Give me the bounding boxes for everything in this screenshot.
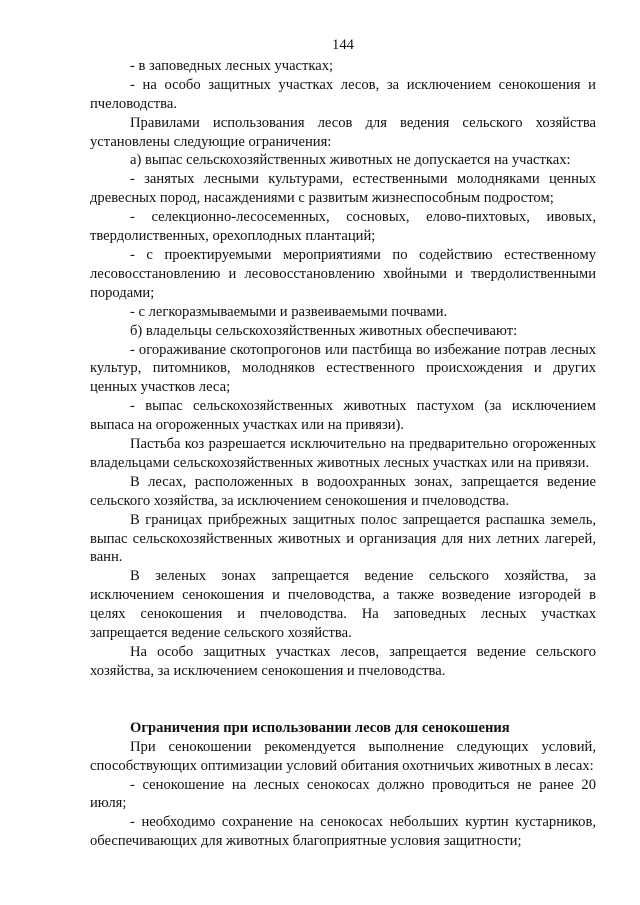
paragraph: - огораживание скотопрогонов или пастбища во избежание потрав лесных культур, питомников, молодняков естественного происхождения и других ценных участков леса; [90, 341, 596, 396]
document-page [90, 36, 596, 851]
section-spacer [90, 681, 596, 719]
paragraph: В лесах, расположенных в водоохранных зонах, запрещается ведение сельского хозяйства, за исключением сенокошения и пчеловодства. [90, 473, 596, 509]
paragraph: - сенокошение на лесных сенокосах должно проводиться не ранее 20 июля; [90, 776, 596, 812]
paragraph: - занятых лесными культурами, естественными молодняками ценных древесных пород, насаждениями с развитым жизнеспособным подростом; [90, 171, 596, 207]
paragraph: На особо защитных участках лесов, запрещается ведение сельского хозяйства, за исключением сенокошения и пчеловодства. [90, 644, 596, 679]
paragraph: Правилами использования лесов для ведения сельского хозяйства установлены следующие ограничения: [90, 114, 596, 150]
paragraph: - селекционно-лесосеменных, сосновых, елово-пихтовых, ивовых, твердолиственных, орехоплодных плантаций; [90, 209, 596, 245]
paragraph: б) владельцы сельскохозяйственных животных обеспечивают: [130, 322, 518, 339]
paragraph: В зеленых зонах запрещается ведение сельского хозяйства, за исключением сенокошения и пчеловодства, а также возведение изгородей в целях сенокошения и пчеловодства. На заповедных лесных участках запрещается ведение сельского хозяйства. [90, 568, 596, 642]
paragraph: а) выпас сельскохозяйственных животных не допускается на участках: [130, 152, 571, 169]
paragraph: Пастьба коз разрешается исключительно на предварительно огороженных владельцами сельскохозяйственных животных лесных участках или на привязи. [90, 436, 596, 471]
paragraph: - необходимо сохранение на сенокосах небольших куртин кустарников, обеспечивающих для животных благоприятные условия защитности; [90, 814, 596, 850]
section-heading: Ограничения при использовании лесов для сенокошения [130, 719, 510, 736]
paragraph: - в заповедных лесных участках; [130, 57, 334, 74]
paragraph: При сенокошении рекомендуется выполнение следующих условий, способствующих оптимизации условий обитания охотничьих животных в лесах: [90, 738, 596, 774]
paragraph: В границах прибрежных защитных полос запрещается распашка земель, выпас сельскохозяйственных животных и организация для них летних лагерей, ванн. [90, 511, 596, 566]
paragraph: - с проектируемыми мероприятиями по содействию естественному лесовосстановлению и лесовосстановлению хвойными и твердолиственными породами; [90, 246, 596, 301]
paragraph: - на особо защитных участках лесов, за исключением сенокошения и пчеловодства. [90, 76, 596, 112]
paragraph: - выпас сельскохозяйственных животных пастухом (за исключением выпаса на огороженных участках или на привязи). [90, 398, 596, 434]
paragraph: - с легкоразмываемыми и развеиваемыми почвами. [130, 303, 448, 320]
page-number: 144 [332, 37, 354, 53]
